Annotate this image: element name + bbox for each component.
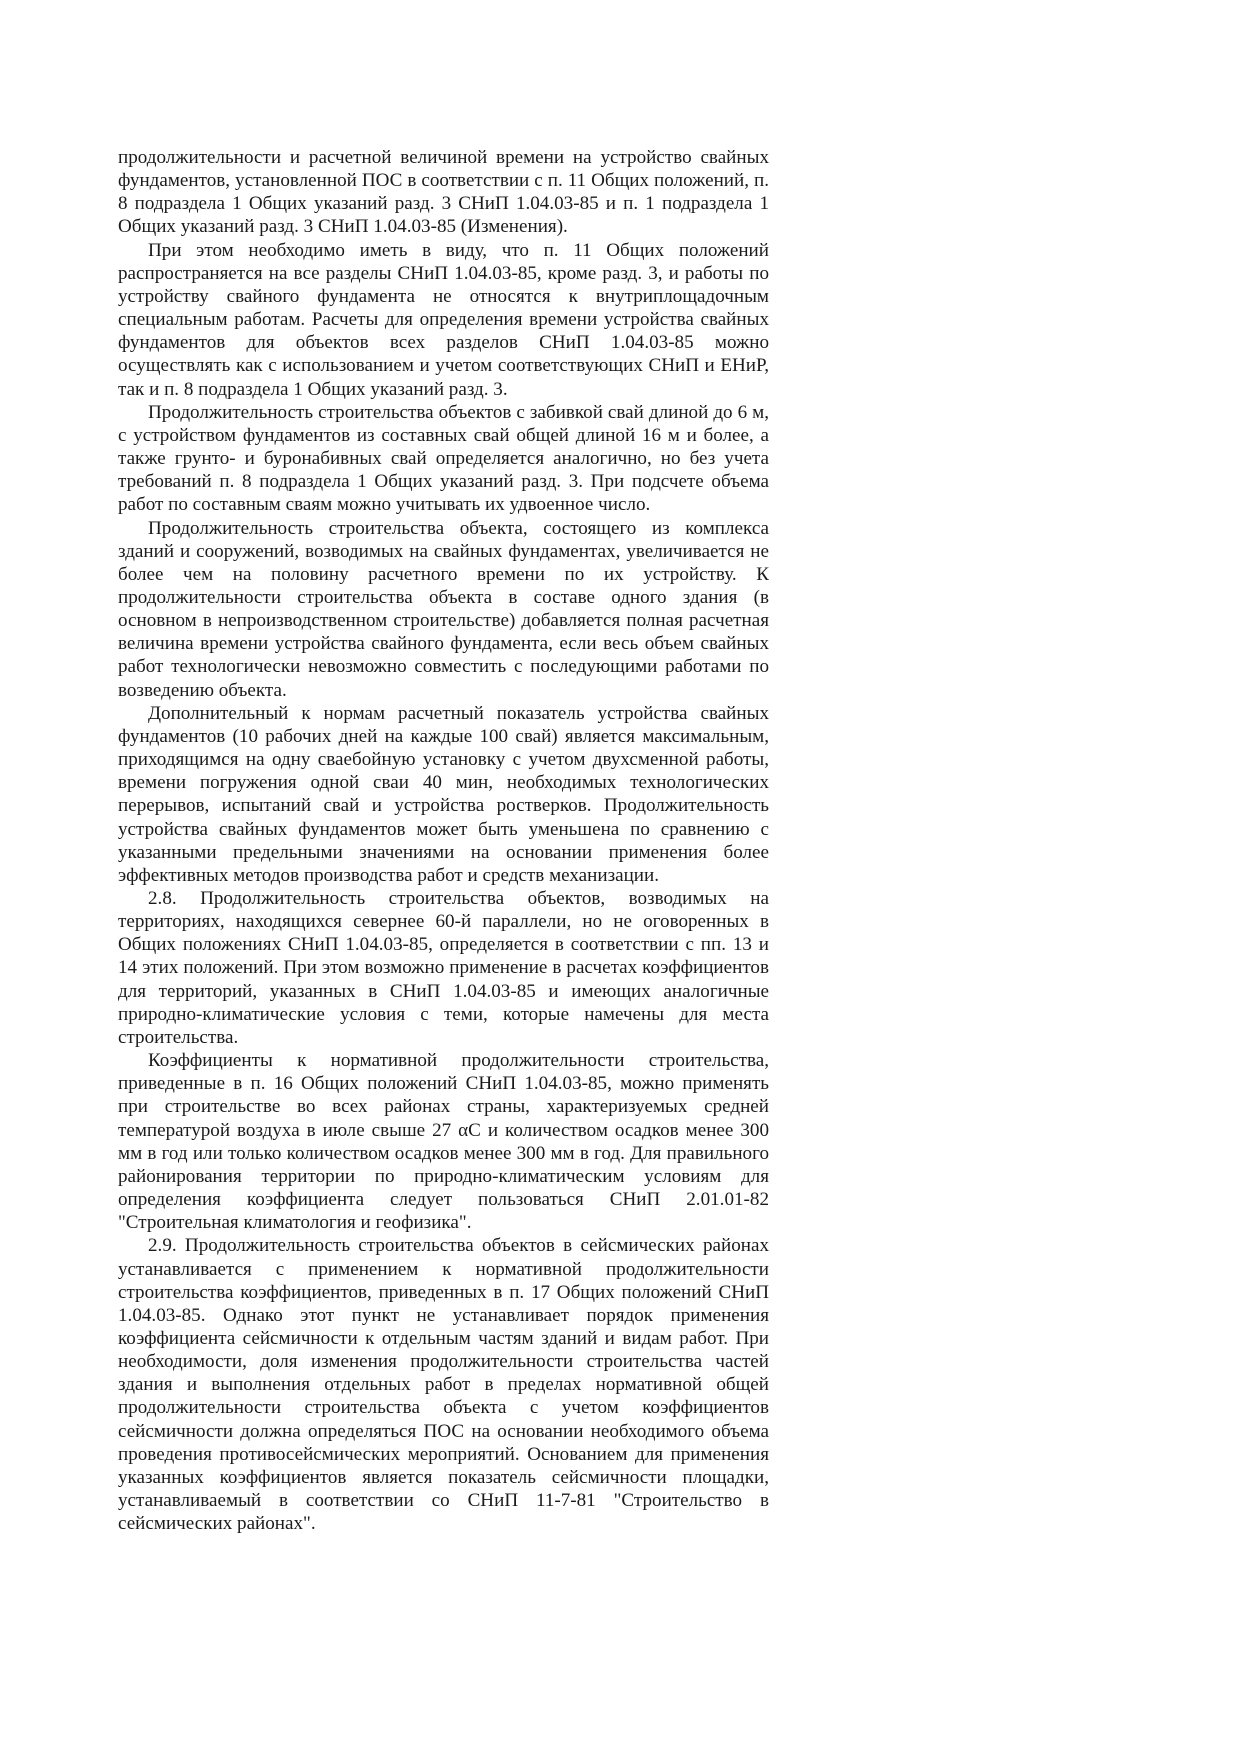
paragraph-climate-coefficients: Коэффициенты к нормативной продолжительности строительства, приведенные в п. 16 Общих положений СНиП 1.04.03-85, можно применять при строительстве во всех районах страны, характеризуемых средней температурой воздуха в июле свыше 27 αС и количеством осадков менее 300 мм в год или только количеством осадков менее 300 мм в год. Для правильного районирования территории по природно-климатическим условиям для определения коэффициента следует пользоваться СНиП 2.01.01-82 "Строительная климатология и геофизика". [118,1050,769,1234]
paragraph-additional-indicator: Дополнительный к нормам расчетный показатель устройства свайных фундаментов (10 рабочих дней на каждые 100 свай) является максимальным, приходящимся на одну сваебойную установку с учетом двухсменной работы, времени погружения одной сваи 40 мин, необходимых технологических перерывов, испытаний свай и устройства ростверков. Продолжительность устройства свайных фундаментов может быть уменьшена по сравнению с указанными предельными значениями на основании применения более эффективных методов производства работ и средств механизации. [118,702,769,886]
paragraph-short-piles: Продолжительность строительства объектов с забивкой свай длиной до 6 м, с устройством фундаментов из составных свай общей длиной 16 м и более, а также грунто- и буронабивных свай определяется аналогично, но без учета требований п. 8 подраздела 1 Общих указаний разд. 3. При подсчете объема работ по составным сваям можно учитывать их удвоенное число. [118,401,769,516]
paragraph-section-2-8: 2.8. Продолжительность строительства объектов, возводимых на территориях, находящихся севернее 60-й параллели, но не оговоренных в Общих положениях СНиП 1.04.03-85, определяется в соответствии с пп. 13 и 14 этих положений. При этом возможно применение в расчетах коэффициентов для территорий, указанных в СНиП 1.04.03-85 и имеющих аналогичные природно-климатические условия с теми, которые намечены для места строительства. [118,888,769,1048]
paragraph-continuation: продолжительности и расчетной величиной времени на устройство свайных фундаментов, установленной ПОС в соответствии с п. 11 Общих положений, п. 8 подраздела 1 Общих указаний разд. 3 СНиП 1.04.03-85 и п. 1 подраздела 1 Общих указаний разд. 3 СНиП 1.04.03-85 (Изменения). [118,147,769,238]
document-body [118,146,769,1535]
paragraph-building-complex: Продолжительность строительства объекта, состоящего из комплекса зданий и сооружений, возводимых на свайных фундаментах, увеличивается не более чем на половину расчетного времени по их устройству. К продолжительности строительства объекта в составе одного здания (в основном в непроизводственном строительстве) добавляется полная расчетная величина времени устройства свайного фундамента, если весь объем свайных работ технологически невозможно совместить с последующими работами по возведению объекта. [118,517,769,701]
paragraph-section-2-9: 2.9. Продолжительность строительства объектов в сейсмических районах устанавливается с применением к нормативной продолжительности строительства коэффициентов, приведенных в п. 17 Общих положений СНиП 1.04.03-85. Однако этот пункт не устанавливает порядок применения коэффициента сейсмичности к отдельным частям зданий и видам работ. При необходимости, доля изменения продолжительности строительства частей здания и выполнения отдельных работ в пределах нормативной общей продолжительности строительства объекта с учетом коэффициентов сейсмичности должна определяться ПОС на основании необходимого объема проведения противосейсмических мероприятий. Основанием для применения указанных коэффициентов является показатель сейсмичности площадки, устанавливаемый в соответствии со СНиП 11-7-81 "Строительство в сейсмических районах". [118,1235,769,1535]
paragraph-scope-note: При этом необходимо иметь в виду, что п. 11 Общих положений распространяется на все разделы СНиП 1.04.03-85, кроме разд. 3, и работы по устройству свайного фундамента не относятся к внутриплощадочным специальным работам. Расчеты для определения времени устройства свайных фундаментов для объектов всех разделов СНиП 1.04.03-85 можно осуществлять как с использованием и учетом соответствующих СНиП и ЕНиР, так и п. 8 подраздела 1 Общих указаний разд. 3. [118,239,769,400]
